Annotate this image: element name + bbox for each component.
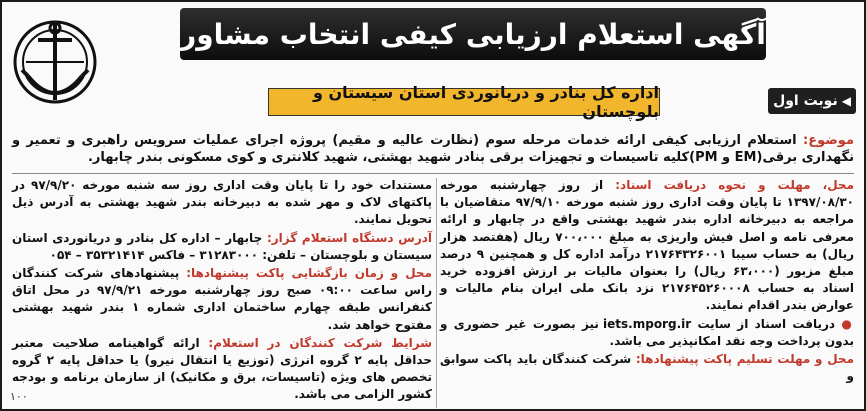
submission-paragraph	[440, 351, 854, 385]
submission-label: محل و مهلت تسلیم پاکت پیشنهادها:	[635, 352, 854, 367]
ad-title: آگهی استعلام ارزیابی کیفی انتخاب مشاور	[180, 17, 766, 51]
subject-paragraph	[12, 132, 854, 166]
page-number: ۱۰۰	[10, 390, 28, 403]
opening-text: پیشنهادهای شرکت کنندگان راس ساعت ۰۹:۰۰ صبح روز چهارشنبه مورخه ۹۷/۹/۲۱ در محل اتاق کنفرانس طبقه چهارم ساختمان اداری شماره ۱ بندر شهید بهشتی مفتوح خواهد شد.	[12, 266, 432, 332]
bullet-icon: ●	[841, 316, 854, 331]
left-column	[12, 177, 432, 405]
anchor-logo-icon	[6, 6, 104, 118]
arrow-left-icon: ◀	[841, 94, 851, 108]
organization-name: اداره کل بنادر و دریانوردی استان سیستان و بلوچستان	[313, 83, 659, 121]
opening-label: محل و زمان بازگشایی پاکت پیشنهادها:	[186, 266, 432, 281]
round-label: نوبت اول	[773, 93, 838, 109]
title-banner	[180, 8, 766, 60]
subject-label: موضوع:	[803, 133, 854, 148]
organization-banner	[268, 83, 660, 121]
website-text: دریافت اسناد از سایت iets.mporg.ir نیز بصورت غیر حضوری و بدون پرداخت وجه نقد امکانپذیر می باشد.	[440, 316, 854, 348]
round-badge	[768, 88, 856, 114]
address-text: چابهار – اداره کل بنادر و دریانوردی استان سیستان و بلوچستان – تلفن: ۳۱۲۸۳۰۰۰ – فاکس ۳۵۳۲۱۴۱۴ – ۰۵۴	[12, 230, 432, 262]
conditions-text: ارائه گواهینامه صلاحیت معتبر حداقل پایه ۲ گروه انرژی (توزیع یا انتقال نیرو) یا حداقل پایه ۲ گروه تخصص های ویژه (تاسیسات، برق و مکانیک) از سازمان برنامه و بودجه کشور الزامی می باشد.	[12, 335, 432, 402]
subject-text: استعلام ارزیابی کیفی ارائه خدمات مرحله سوم (نظارت عالیه و مقیم) پروژه اجرای عملیات سرویس راهبری و تعمیر و نگهداری برقی(EM و PM)کلیه تاسیسات و تجهیزات برقی بنادر شهید بهشتی، شهید کلانتری و کوی مسکونی بندر چابهار.	[12, 133, 854, 165]
website-paragraph	[440, 316, 854, 350]
address-label: آدرس دستگاه استعلام گزار:	[266, 230, 432, 245]
column-divider	[436, 178, 437, 408]
divider	[12, 173, 854, 174]
submission-text: شرکت کنندگان باید پاکت سوابق و	[440, 352, 854, 384]
address-paragraph	[12, 230, 432, 264]
intro-text: مستندات خود را تا پایان وقت اداری روز سه شنبه مورخه ۹۷/۹/۲۰ در پاکتهای لاک و مهر شده به دبیرخانه بندر شهید بهشتی به آدرس ذیل تحویل نمایند.	[12, 178, 433, 227]
deadline-paragraph	[440, 177, 854, 315]
deadline-text: از روز چهارشنبه مورخه ۱۳۹۷/۰۸/۳۰ تا پایان وقت اداری روز شنبه مورخه ۹۷/۹/۱۰ متقاضیان با مراجعه به دبیرخانه اداره بندر شهید بهشتی واقع در چابهار و ارائه معرفی نامه و اصل فیش واریزی به مبلغ ۷۰۰،۰۰۰ ریال (هفتصد هزار ریال) به حساب سیبا ۲۱۷۶۴۳۲۶۰۰۱ درآمد اداره کل و همچنین ۹ درصد مبلغ مزبور (۶۳،۰۰۰ ریال) را بعنوان مالیات بر ارزش افزوده خرید اسناد به حساب ۲۱۷۶۴۵۲۶۰۰۰۸ نزد بانک ملی ایران بنام مالیات و عوارض بندر اقدام نمایند.	[440, 178, 855, 313]
right-column	[440, 177, 854, 386]
deadline-label: محل، مهلت و نحوه دریافت اسناد:	[615, 178, 855, 192]
opening-paragraph	[12, 265, 432, 334]
conditions-label: شرایط شرکت کنندگان در استعلام:	[208, 335, 432, 350]
conditions-paragraph	[12, 335, 432, 404]
